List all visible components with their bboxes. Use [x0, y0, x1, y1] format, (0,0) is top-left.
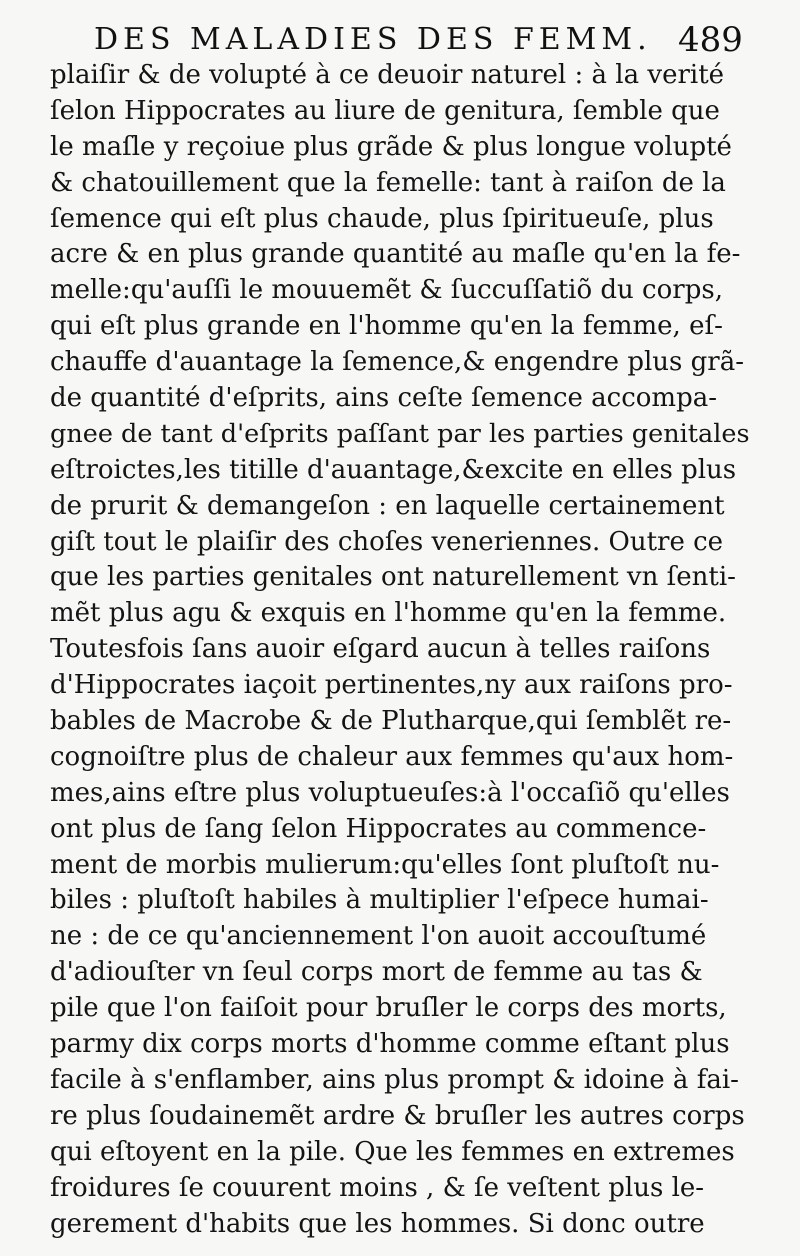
text-line: ſemence qui eſt plus chaude, plus ſpiritueuſe, plus [50, 203, 714, 234]
body-text [50, 58, 750, 1242]
text-line: d'Hippocrates iaçoit pertinentes,ny aux raiſons pro- [50, 670, 733, 701]
text-line: mẽt plus agu & exquis en l'homme qu'en la femme. [50, 598, 727, 629]
text-line: Toutesfois ſans auoir eſgard aucun à telles raiſons [50, 634, 711, 665]
text-line: froidures ſe couurent moins , & ſe veſtent plus le- [50, 1172, 705, 1203]
text-line: chauffe d'auantage la ſemence,& engendre plus grã- [50, 347, 745, 378]
text-line: ſelon Hippocrates au liure de genitura, ſemble que [50, 95, 720, 126]
text-line: eſtroictes,les titille d'auantage,&excite en elles plus [50, 454, 737, 485]
text-line: qui eſt plus grande en l'homme qu'en la femme, eſ- [50, 311, 723, 342]
text-line: d'adiouſter vn ſeul corps mort de femme au tas & [50, 957, 703, 988]
text-line: giſt tout le plaiſir des choſes veneriennes. Outre ce [50, 526, 724, 557]
text-line: acre & en plus grande quantité au maſle qu'en la fe- [50, 239, 741, 270]
text-line: gnee de tant d'eſprits paſſant par les parties genitales [50, 418, 750, 449]
text-line: biles : pluſtoſt habiles à multiplier l'eſpece humai- [50, 885, 709, 916]
text-line: gerement d'habits que les hommes. Si donc outre [50, 1208, 705, 1239]
text-line: plaiſir & de volupté à ce deuoir naturel : à la verité [50, 60, 725, 90]
text-line: cognoiſtre plus de chaleur aux femmes qu'aux hom- [50, 741, 734, 772]
text-line: le maſle y reçoiue plus grãde & plus longue volupté [50, 131, 732, 162]
text-line: que les parties genitales ont naturellement vn ſenti- [50, 562, 736, 593]
text-line: parmy dix corps morts d'homme comme eſtant plus [50, 1029, 730, 1060]
text-line: ont plus de ſang ſelon Hippocrates au commence- [50, 813, 707, 844]
text-line: ment de morbis mulierum:qu'elles ſont pluſtoſt nu- [50, 849, 720, 880]
text-line: bables de Macrobe & de Plutharque,qui ſemblẽt re- [50, 706, 732, 737]
text-line: qui eſtoyent en la pile. Que les femmes en extremes [50, 1136, 735, 1167]
text-line: pile que l'on faiſoit pour bruſler le corps des morts, [50, 993, 727, 1024]
text-line: melle:qu'auſſi le mouuemẽt & ſuccuſſatiõ du corps, [50, 275, 723, 306]
text-line: facile à s'enflamber, ains plus prompt & idoine à fai- [50, 1064, 739, 1095]
text-line: ne : de ce qu'anciennement l'on auoit accouſtumé [50, 921, 707, 952]
page-number: 489 [678, 20, 743, 60]
running-title: DES MALADIES DES FEMM. [94, 22, 652, 57]
text-line: mes,ains eſtre plus voluptueuſes:à l'occaſiõ qu'elles [50, 777, 730, 808]
text-line: re plus ſoudainemẽt ardre & bruſler les autres corps [50, 1100, 745, 1131]
text-line: de quantité d'eſprits, ains ceſte ſemence accompa- [50, 383, 718, 414]
text-line: de prurit & demangeſon : en laquelle certainement [50, 490, 725, 521]
text-line: & chatouillement que la femelle: tant à raiſon de la [50, 167, 726, 198]
